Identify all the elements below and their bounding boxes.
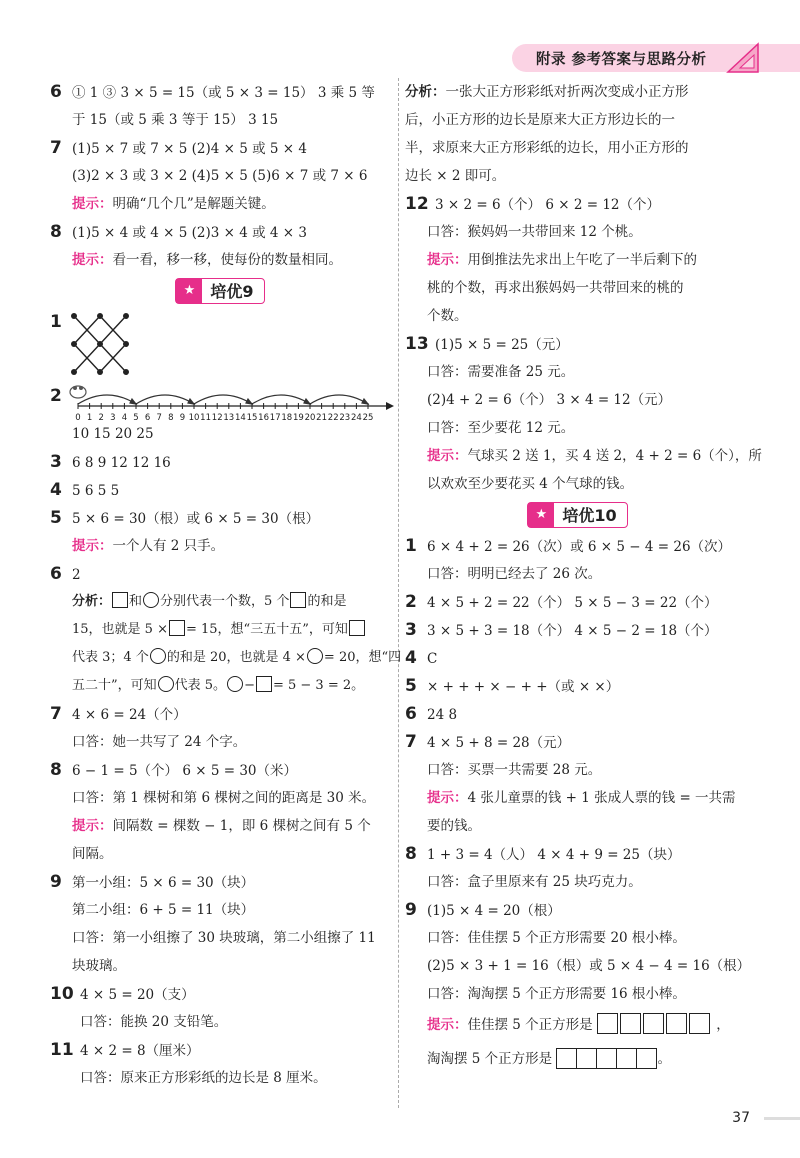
hint: 提示：佳佳摆 5 个正方形是 ， [405,1008,750,1042]
jump-arrowhead [130,399,136,404]
problem-1: 1 6 × 4 + 2 = 26（次）或 6 × 5 − 4 = 26（次） [405,536,732,556]
number-line-label: 16 [258,413,270,423]
number-line-label: 7 [156,413,162,423]
section-banner-10: ★ 培优10 [405,498,750,532]
problem-8: 8 6 − 1 = 5（个） 6 × 5 = 30（米） [50,760,297,780]
column-divider [398,78,399,1108]
right-column: 分析：一张大正方形彩纸对折两次变成小正方形 后，小正方形的边长是原来大正方形边长的一 半，求原来大正方形彩纸的边长，用小正方形的 边长 × 2 即可。 12 3 × 2 = 6（个） 6 × 2 = 12（个） 口答：猴妈妈一共带回来 12 个桃。 提示：用倒推法先求出上午吃了一半后剩下的 桃的个数，再求出猴妈妈一共带回来的桃的 个数。 13 (1)5 × 5 = 25（元） 口答：需要准备 25 元。 (2)4 + 2 = 6（个） 3 × 4 = 12（元） 口答：至少要花 12 元。 提示：气球买 2 送 1，买 4 送 2，4 + 2 = 6（个），所 以欢欢至少要花买 4 个气球的钱。 ★ 培优10 1 6 × 4 + 2 = 26（次）或 6 × 5 − 4 = 26（次） 口答：明明已经去了 26 次。 2 4 × 5 + 2 = 22（个） 5 × 5 − 3 = 22（个） 3 3 × 5 + 3 = 18（个） 4 × 5 − 2 = 18（个） 4 C 5 × + + + × − + +（或 × ×） 6 24 8 7 4 × 5 + 8 = 28（元） 口答：买票一共需要 28 元。 提示：4 张儿童票的钱 + 1 张成人票的钱 = 一共需 要的钱。 8 1 + 3 = 4（人） 4 × 4 + 9 = 25（块） 口答：盒子里原来有 25 块巧克力。 9 (1)5 × 4 = 20（根） 口答：佳佳摆 5 个正方形需要 20 根小棒。 (2)5 × 3 + 1 = 16（根）或 5 × 4 − 4 = 16（根） 口答：淘淘摆 5 个正方形需要 16 根小棒。 提示：佳佳摆 5 个正方形是 ， 淘淘摆 5 个正方形是 。 [405,78,750,1076]
number-line-label: 10 [188,413,200,423]
answer-7: 7 (1)5 × 7 或 7 × 5 (2)4 × 5 或 5 × 4 [50,138,307,158]
problem-6: 6 24 8 [405,704,458,724]
frog-icon [70,386,86,398]
number-line-label: 0 [75,413,81,423]
problem-2: 2 0 1 2 3 4 5 6 7 8 9 10 11 12 13 14 15 16 17 18 19 20 21 22 23 24 25 [50,380,390,424]
jump-arrowhead [362,399,368,404]
number-line-label: 17 [269,413,281,423]
hint: 提示：一个人有 2 只手。 [72,538,225,554]
jump-arrowhead [304,399,310,404]
jump-arc [310,395,368,404]
hint: 提示：用倒推法先求出上午吃了一半后剩下的 [427,252,697,268]
number-line-label: 19 [292,413,304,423]
problem-4: 4 5 6 5 5 [50,480,120,500]
problem-7: 7 4 × 6 = 24（个） [50,704,187,724]
star-icon: ★ [176,279,202,303]
problem-4: 4 C [405,648,438,668]
problem-11: 11 4 × 2 = 8（厘米） [50,1040,200,1060]
square-symbol [112,592,128,608]
page-number-rule [764,1117,800,1120]
problem-9: 9 (1)5 × 4 = 20（根） [405,900,561,920]
number-line-label: 14 [234,413,246,423]
square-symbol [349,620,365,636]
triangle-ruler-icon [726,42,760,74]
dot-matching-figure [68,310,148,380]
problem-5: 5 5 × 6 = 30（根）或 6 × 5 = 30（根） [50,508,320,528]
problem-2: 2 4 × 5 + 2 = 22（个） 5 × 5 − 3 = 22（个） [405,592,718,612]
circle-symbol [307,648,323,664]
hint: 提示：明确“几个几”是解题关键。 [72,196,275,212]
hint: 提示：4 张儿童票的钱 + 1 张成人票的钱 = 一共需 [427,790,736,806]
star-icon: ★ [528,503,554,527]
circle-symbol [158,676,174,692]
square-symbol [169,620,185,636]
jump-arrowhead [246,399,252,404]
problem-8: 8 1 + 3 = 4（人） 4 × 4 + 9 = 25（块） [405,844,681,864]
number-line-label: 12 [211,413,223,423]
problem-13: 13 (1)5 × 5 = 25（元） [405,334,569,354]
hint: 提示：气球买 2 送 1，买 4 送 2，4 + 2 = 6（个），所 [427,448,762,464]
number-line-label: 21 [316,413,328,423]
number-line-label: 3 [110,413,116,423]
jump-arc [252,395,310,404]
answer-6: 6 ① 1 ③ 3 × 5 = 15（或 5 × 3 = 15） 3 乘 5 等 [50,82,375,102]
number-line-label: 11 [200,413,212,423]
number-line-label: 9 [179,413,186,423]
number-line-label: 6 [144,413,151,423]
answer-8: 8 (1)5 × 4 或 4 × 5 (2)3 × 4 或 4 × 3 [50,222,307,242]
number-line-label: 20 [304,413,316,423]
problem-12: 12 3 × 2 = 6（个） 6 × 2 = 12（个） [405,194,660,214]
circle-symbol [227,676,243,692]
circle-symbol [143,592,159,608]
jump-arrowhead [188,399,194,404]
jump-arc [78,395,136,404]
problem-3: 3 6 8 9 12 12 16 [50,452,171,472]
problem-7: 7 4 × 5 + 8 = 28（元） [405,732,571,752]
number-line-label: 2 [98,413,104,423]
problem-1: 1 [50,308,390,380]
problem-3: 3 3 × 5 + 3 = 18（个） 4 × 5 − 2 = 18（个） [405,620,718,640]
number-line-label: 13 [223,413,235,423]
circle-symbol [150,648,166,664]
problem-6: 6 2 [50,564,81,584]
problem-9: 9 第一小组：5 × 6 = 30（块） [50,872,255,892]
number-line-label: 25 [362,413,374,423]
number-line-label: 18 [281,413,293,423]
square-symbol [290,592,306,608]
header-title: 附录 参考答案与思路分析 [536,52,707,68]
page-header [512,44,800,72]
connected-squares-figure [556,1047,657,1081]
number-line-label: 24 [350,413,362,423]
number-line-figure [68,380,398,424]
hint: 提示：间隔数 = 棵数 − 1，即 6 棵树之间有 5 个 [72,818,371,834]
problem-5: 5 × + + + × − + +（或 × ×） [405,676,620,696]
number-line-label: 22 [327,413,339,423]
square-symbol [256,676,272,692]
jump-arc [194,395,252,404]
number-line-label: 23 [339,413,351,423]
left-column: 6 ① 1 ③ 3 × 5 = 15（或 5 × 3 = 15） 3 乘 5 等 于 15（或 5 乘 3 等于 15） 3 15 7 (1)5 × 7 或 7 × 5 (2)4 × 5 或 5 × 4 (3)2 × 3 或 3 × 2 (4)5 × 5 (5)6 × 7 或 7 × 6 提示：明确“几个几”是解题关键。 8 (1)5 × 4 或 4 × 5 (2)3 × 4 或 4 × 3 提示：看一看，移一移，使每份的数量相同。 ★ 培优9 1 2 0 1 2 3 4 5 6 7 8 9 10 11 12 13 14 15 16 17 18 19 20 21 22 23 24 25 10 15 20 25 3 6 8 9 12 12 16 4 5 6 5 5 5 5 × 6 = 30（根）或 6 × 5 = 30（根） 提示：一个人有 2 只手。 6 2 分析： 和 分别代表一个数，5 个 的和是 15，也就是 5 × = 15，想“三五十五”，可知 代表 3；4 个 的和是 20，也就是 4 × = 20，想“四 五二十”，可知 代表 5。 − = 5 − 3 = 2。 7 4 × 6 = 24（个） 口答：她一共写了 24 个字。 8 6 − 1 = 5（个） 6 × 5 = 30（米） 口答：第 1 棵树和第 6 棵树之间的距离是 30 米。 提示：间隔数 = 棵数 − 1，即 6 棵树之间有 5 个 间隔。 9 第一小组：5 × 6 = 30（块） 第二小组：6 + 5 = 11（块） 口答：第一小组擦了 30 块玻璃，第二小组擦了 11 块玻璃。 10 4 × 5 = 20（支） 口答：能换 20 支铅笔。 11 4 × 2 = 8（厘米） 口答：原来正方形彩纸的边长是 8 厘米。 [50,78,390,1092]
jump-arc [136,395,194,404]
number-line-label: 1 [86,413,93,423]
number-line-label: 4 [121,413,128,423]
section-banner-9: ★ 培优9 [50,274,390,308]
number-line-label: 15 [246,413,258,423]
hint: 提示：看一看，移一移，使每份的数量相同。 [72,252,342,268]
number-line-label: 8 [168,413,174,423]
number-line-label: 5 [133,413,139,423]
page-number: 37 [732,1110,750,1126]
problem-10: 10 4 × 5 = 20（支） [50,984,195,1004]
separate-squares-figure [597,1017,716,1033]
